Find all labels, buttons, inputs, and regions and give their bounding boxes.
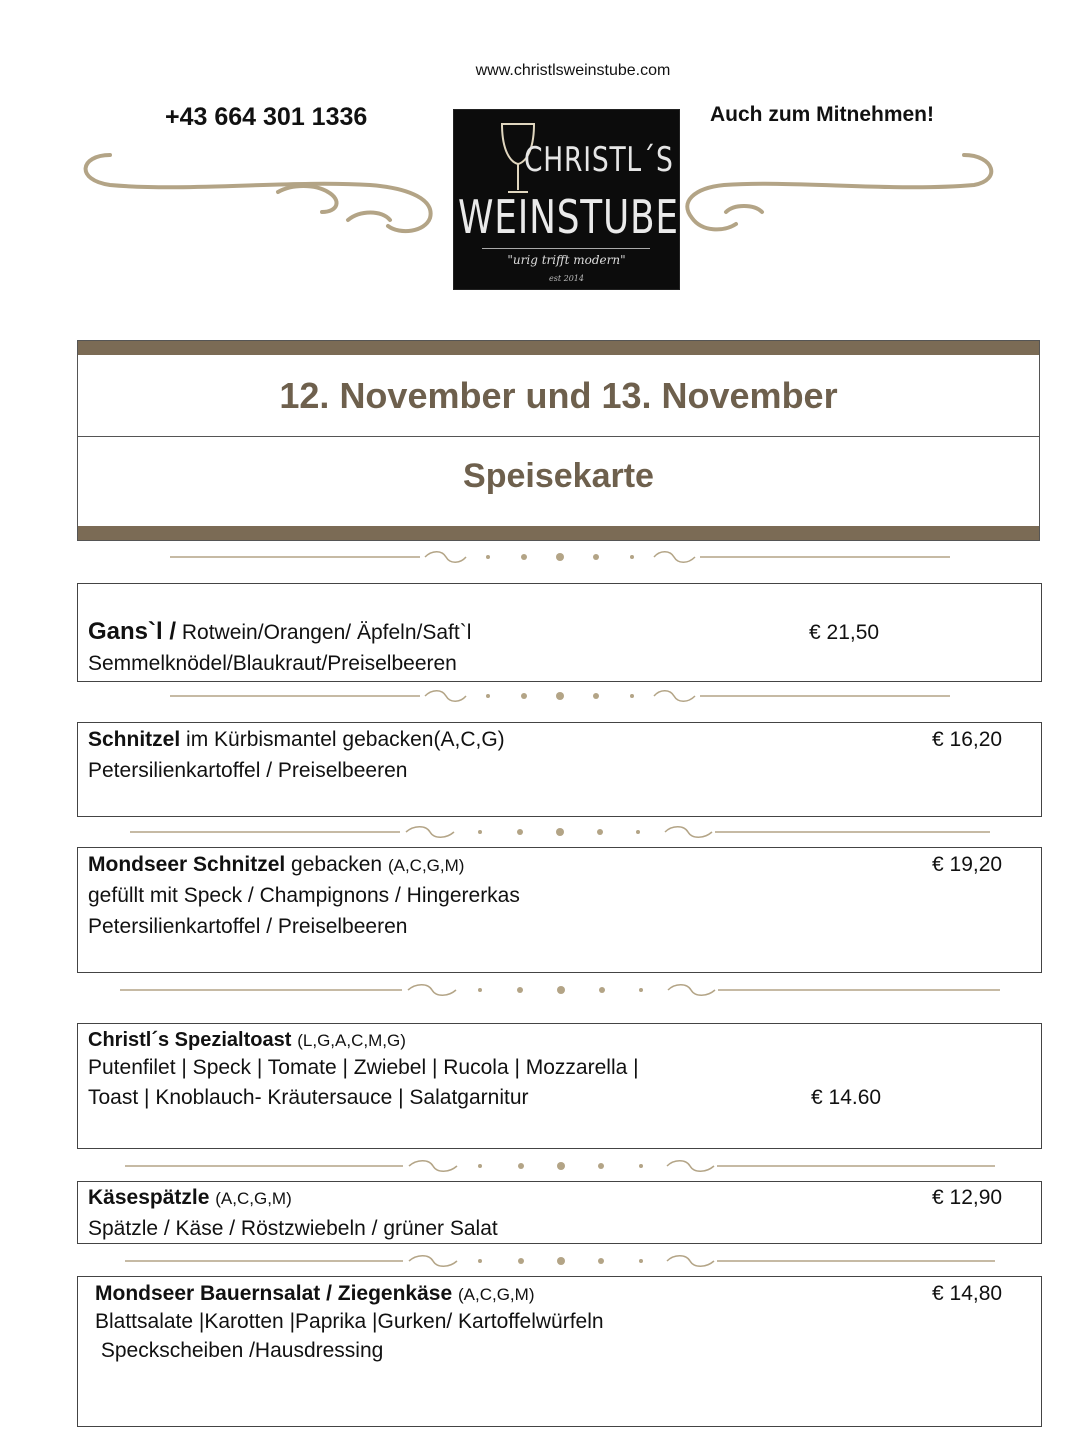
item-ingredients-2: Toast | Knoblauch- Kräutersauce | Salatgarnitur [88, 1086, 529, 1109]
logo-line-christls: CHRISTL´S [524, 140, 674, 180]
menu-date: 12. November und 13. November [279, 375, 838, 416]
item-sides: Petersilienkartoffel / Preiselbeeren [88, 759, 408, 782]
item-sides: Spätzle / Käse / Röstzwiebeln / grüner Salat [88, 1217, 498, 1240]
menu-item-mondseer-schnitzel [77, 847, 1042, 973]
menu-item-schnitzel [77, 722, 1042, 817]
ornament-divider [130, 823, 990, 841]
item-price: € 14,80 [932, 1282, 1003, 1305]
item-ingredients-1: Putenfilet | Speck | Tomate | Zwiebel | Rucola | Mozzarella | [88, 1056, 639, 1079]
item-name: Mondseer Bauernsalat / Ziegenkäse [95, 1282, 453, 1305]
item-price: € 12,90 [932, 1186, 1003, 1209]
item-ingredients-1: Blattsalate |Karotten |Paprika |Gurken/ Kartoffelwürfeln [95, 1310, 604, 1333]
right-flourish-ornament [684, 140, 1014, 240]
item-filling: gefüllt mit Speck / Champignons / Hingererkas [88, 884, 520, 907]
restaurant-logo [453, 109, 680, 290]
item-description: gebacken [285, 853, 388, 876]
item-description: im Kürbismantel gebacken(A,C,G) [180, 728, 505, 751]
menu-item-spezialtoast [77, 1023, 1042, 1149]
website-url: www.christlsweinstube.com [475, 62, 671, 79]
item-allergens: (A,C,G,M) [387, 856, 465, 875]
ornament-divider [125, 1252, 995, 1270]
item-price: € 16,20 [932, 728, 1003, 751]
ornament-divider [120, 981, 1000, 999]
item-allergens: (A,C,G,M) [215, 1189, 292, 1208]
menu-item-bauernsalat [77, 1276, 1042, 1427]
ornament-divider [125, 1157, 995, 1175]
item-price: € 21,50 [809, 621, 880, 644]
item-description: Rotwein/Orangen/ Äpfeln/Saft`l [176, 621, 472, 644]
item-sides: Petersilienkartoffel / Preiselbeeren [88, 915, 408, 938]
item-allergens: (A,C,G,M) [457, 1285, 535, 1304]
phone-number: +43 664 301 1336 [165, 103, 368, 131]
ornament-divider [170, 548, 950, 566]
ornament-divider [170, 687, 950, 705]
item-sides: Semmelknödel/Blaukraut/Preiselbeeren [88, 652, 457, 675]
logo-slogan: "urig trifft modern" [507, 253, 626, 267]
item-name: Käsespätzle [88, 1186, 210, 1209]
menu-item-kaesespaetzle [77, 1181, 1042, 1244]
menu-item-gansl [77, 583, 1042, 682]
item-price: € 19,20 [932, 853, 1003, 876]
menu-heading-box [77, 340, 1040, 541]
left-flourish-ornament [70, 140, 440, 240]
item-name: Schnitzel [88, 728, 181, 751]
item-ingredients-2: Speckscheiben /Hausdressing [95, 1339, 384, 1362]
item-name: Mondseer Schnitzel [88, 853, 286, 876]
menu-title: Speisekarte [463, 457, 654, 495]
takeaway-note: Auch zum Mitnehmen! [710, 103, 934, 126]
logo-established: est 2014 [549, 274, 584, 283]
logo-line-weinstube: WEINSTUBE [458, 190, 679, 244]
item-name: Christl´s Spezialtoast [88, 1029, 292, 1051]
item-name: Gans`l / [88, 618, 177, 645]
item-allergens: (L,G,A,C,M,G) [297, 1031, 406, 1050]
item-price: € 14.60 [811, 1086, 882, 1109]
